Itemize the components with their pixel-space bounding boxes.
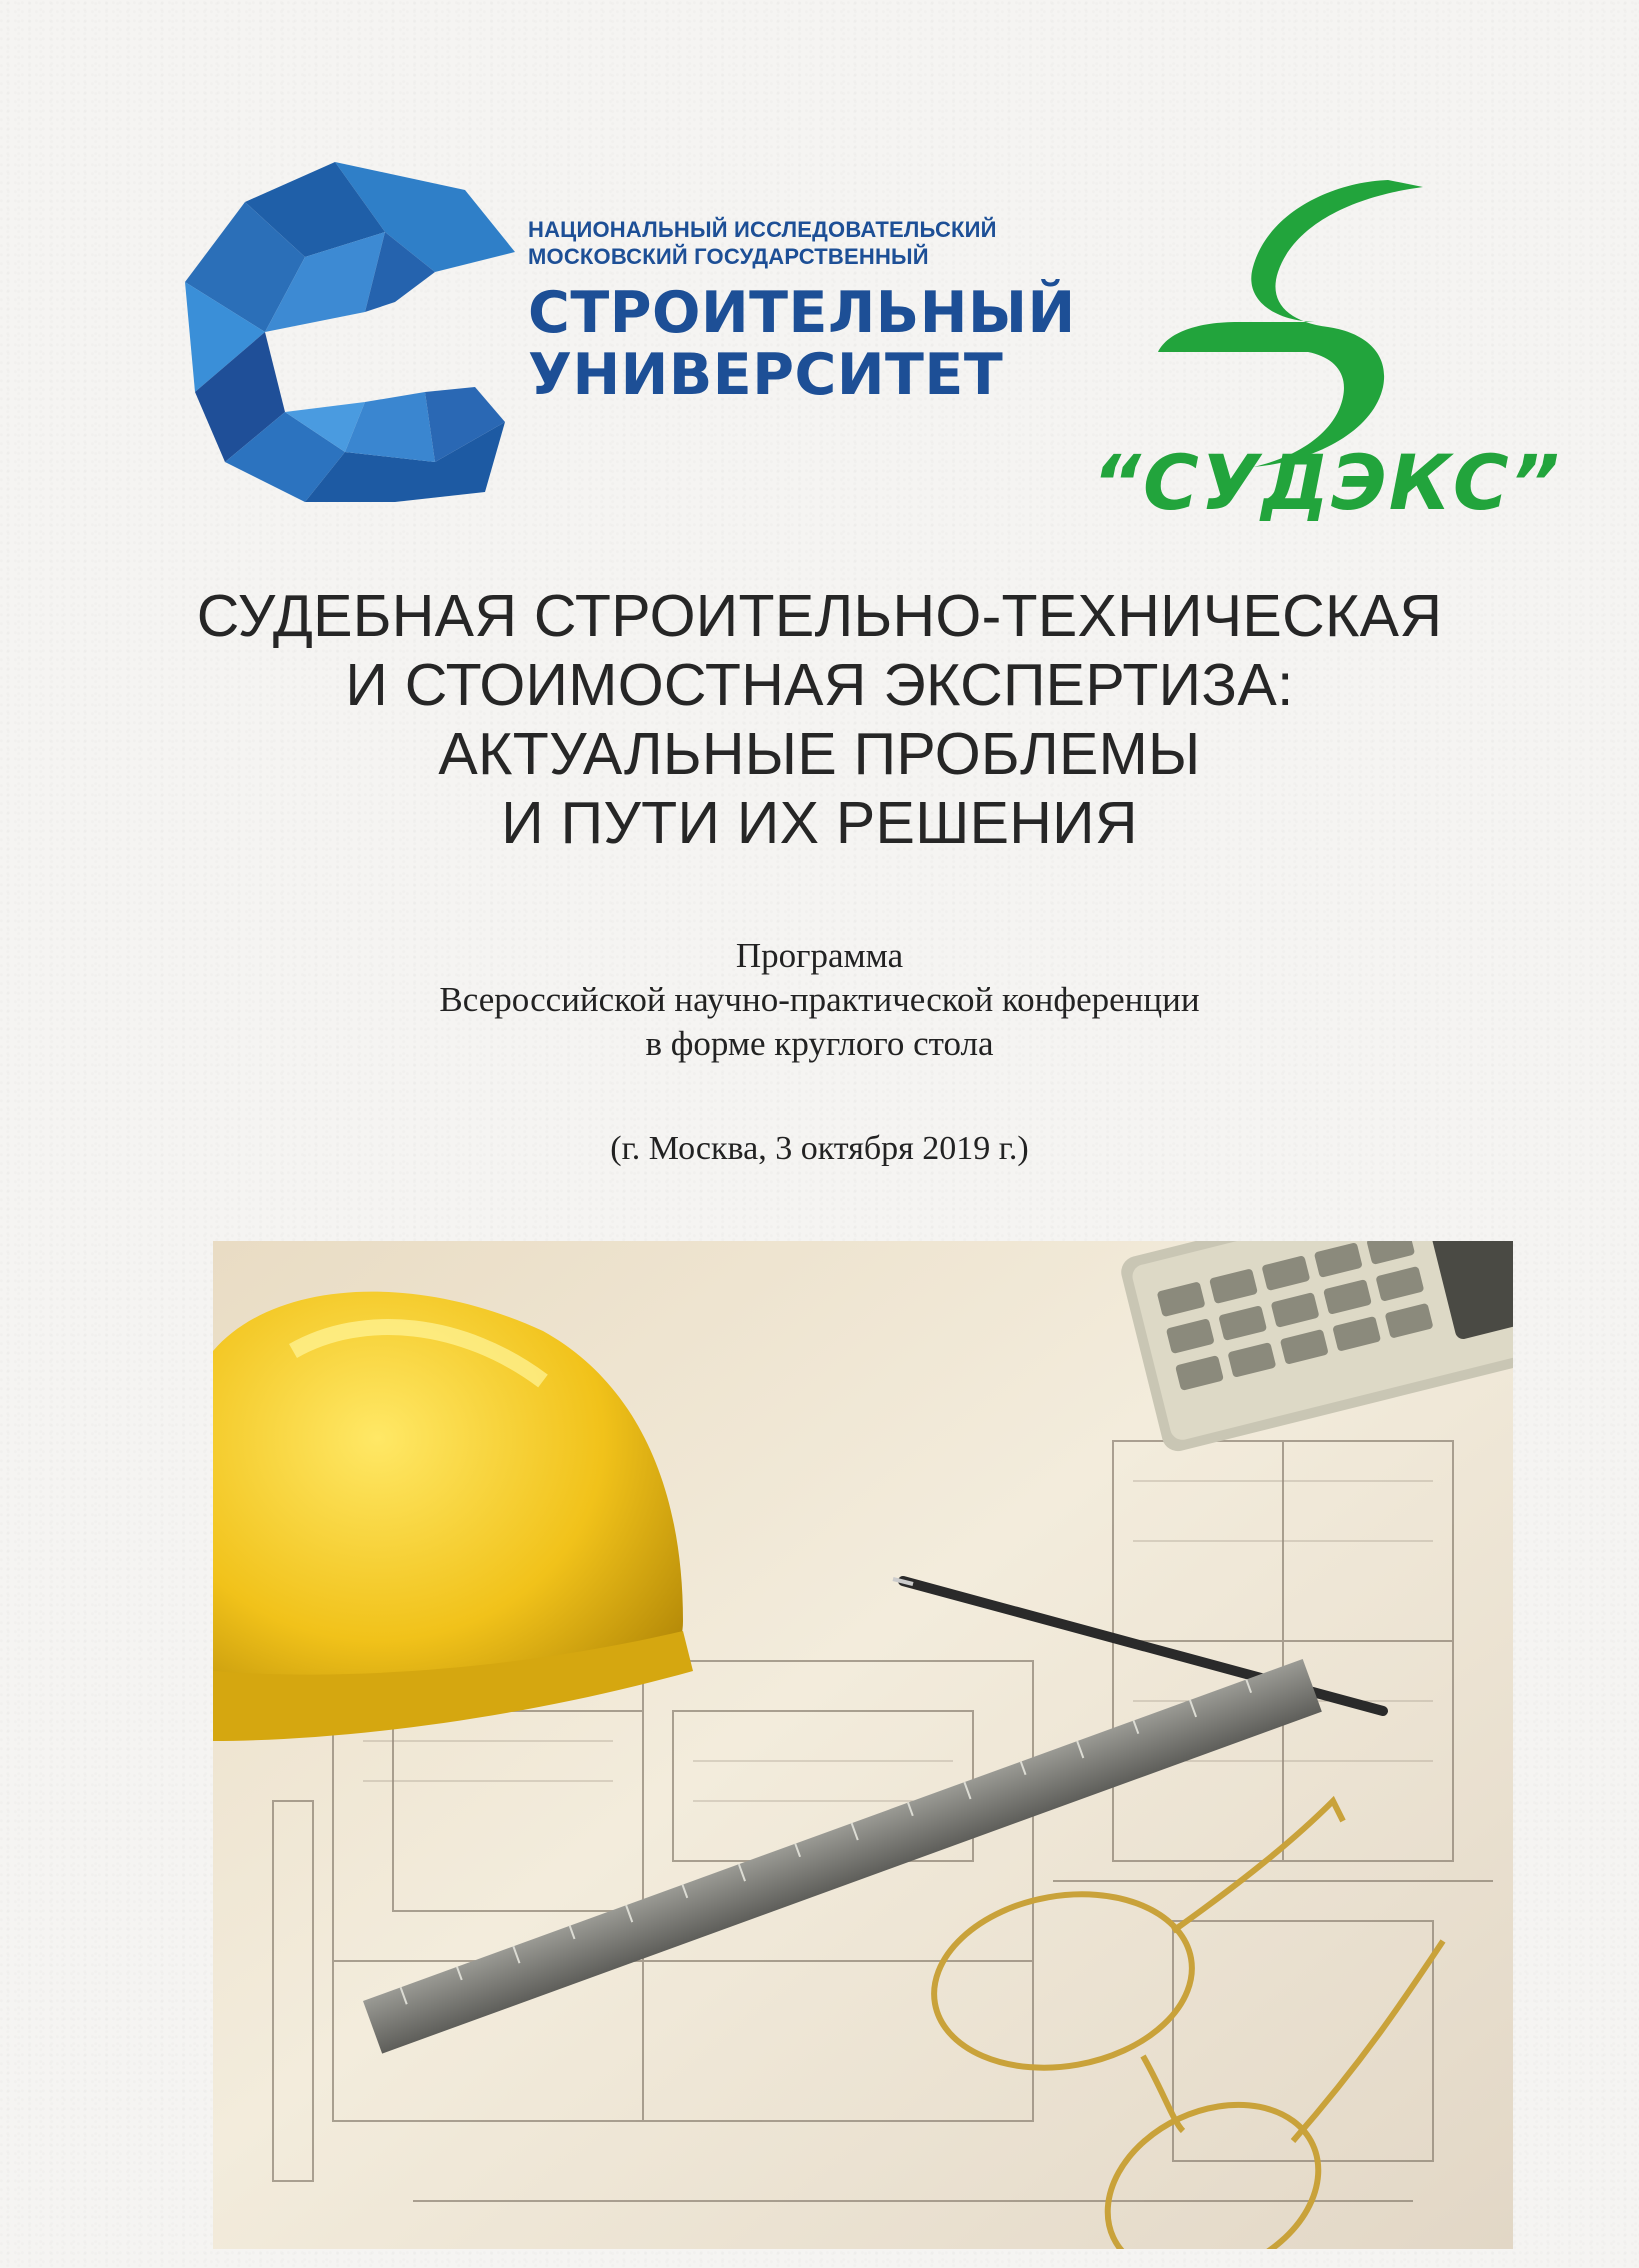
blue-c-emblem-icon bbox=[185, 162, 515, 502]
mgsu-subtitle-line: МОСКОВСКИЙ ГОСУДАРСТВЕННЫЙ bbox=[528, 244, 929, 269]
event-date: (г. Москва, 3 октября 2019 г.) bbox=[610, 1130, 1029, 1167]
mgsu-subtitle-line: НАЦИОНАЛЬНЫЙ ИССЛЕДОВАТЕЛЬСКИЙ bbox=[528, 217, 997, 242]
program-line: в форме круглого стола bbox=[645, 1024, 994, 1063]
program-line: Всероссийской научно-практической конференции bbox=[439, 980, 1200, 1019]
construction-blueprint-photo bbox=[213, 1241, 1513, 2249]
mgsu-wordmark bbox=[528, 216, 1088, 406]
program-description bbox=[0, 934, 1639, 1066]
title-line: АКТУАЛЬНЫЕ ПРОБЛЕМЫ bbox=[438, 721, 1201, 787]
green-s-emblem-icon bbox=[1158, 172, 1423, 467]
title-line: И ПУТИ ИХ РЕШЕНИЯ bbox=[501, 790, 1138, 856]
conference-title bbox=[0, 582, 1639, 858]
mgsu-title-line: СТРОИТЕЛЬНЫЙ bbox=[528, 280, 1076, 346]
title-line: И СТОИМОСТНАЯ ЭКСПЕРТИЗА: bbox=[345, 652, 1294, 718]
program-line: Программа bbox=[735, 936, 904, 975]
title-line: СУДЕБНАЯ СТРОИТЕЛЬНО-ТЕХНИЧЕСКАЯ bbox=[196, 583, 1443, 649]
sudex-name: “СУДЭКС” bbox=[1092, 438, 1562, 527]
mgsu-title-line: УНИВЕРСИТЕТ bbox=[528, 342, 1004, 408]
